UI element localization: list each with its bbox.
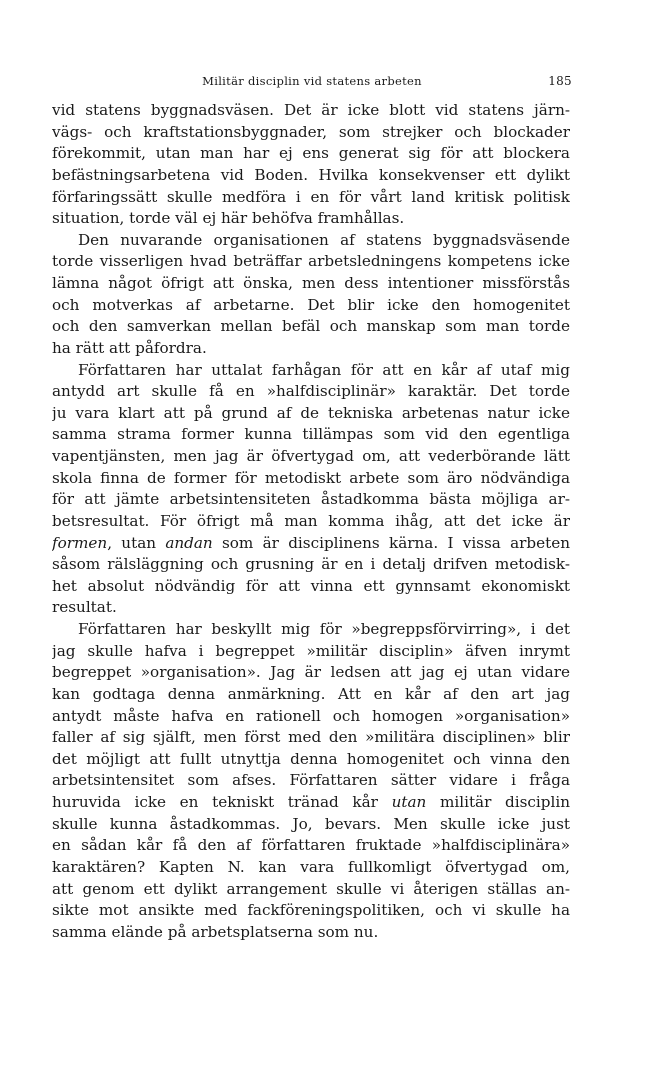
text-line: lämna något öfrigt att önska, men dess intentioner missförstås bbox=[52, 274, 570, 292]
text-line: samma elände på arbetsplatserna som nu. bbox=[52, 922, 379, 941]
text-line: att genom ett dylikt arrangement skulle vi återigen ställas an- bbox=[52, 879, 570, 898]
text-line: arbetsintensitet som afses. Författaren sätter vidare i fråga bbox=[52, 771, 570, 790]
emphasis-word: formen bbox=[52, 533, 108, 552]
emphasis-word: andan bbox=[165, 533, 213, 552]
text-segment: som är disciplinens kärna. I vissa arbeten bbox=[212, 533, 570, 552]
text-line: förfaringssätt skulle medföra i en för vårt land kritisk politisk bbox=[52, 187, 570, 206]
text-line: ha rätt att påfordra. bbox=[52, 338, 207, 357]
text-line: ju vara klart att på grund af de tekniska arbetenas natur icke bbox=[52, 403, 570, 422]
text-line: befästningsarbetena vid Boden. Hvilka konsekvenser ett dylikt bbox=[52, 165, 570, 184]
text-line: för att jämte arbetsintensiteten åstadkomma bästa möjliga ar- bbox=[52, 490, 570, 509]
text-line bbox=[52, 792, 570, 814]
text-line bbox=[52, 533, 570, 555]
text-line: antydd art skulle få en »halfdisciplinär» karaktär. Det torde bbox=[52, 382, 570, 401]
text-segment: huruvida icke en tekniskt tränad kår bbox=[52, 793, 392, 811]
text-line: det möjligt att fullt utnyttja denna homogenitet och vinna den bbox=[52, 749, 570, 768]
text-line: antydt måste hafva en rationell och homogen »organisation» bbox=[52, 706, 570, 725]
body-text bbox=[52, 100, 570, 943]
text-line: vägs- och kraftstationsbyggnader, som strejker och blockader bbox=[52, 122, 570, 141]
text-line: situation, torde väl ej här behöfva framhållas. bbox=[52, 209, 405, 228]
text-line: Författaren har uttalat farhågan för att en kår af utaf mig bbox=[78, 360, 570, 379]
running-header bbox=[52, 74, 572, 90]
text-line: vid statens byggnadsväsen. Det är icke blott vid statens järn- bbox=[52, 101, 570, 119]
text-segment: militär disciplin bbox=[426, 793, 570, 811]
text-line: såsom rälsläggning och grusning är en i detalj drifven metodisk- bbox=[52, 555, 570, 574]
text-line: karaktären? Kapten N. kan vara fullkomligt öfvertygad om, bbox=[52, 857, 570, 876]
text-segment: , utan bbox=[107, 533, 166, 552]
emphasis-word: utan bbox=[391, 793, 427, 811]
text-line: och motverkas af arbetarne. Det blir icke den homogenitet bbox=[52, 295, 570, 314]
text-line: het absolut nödvändig för att vinna ett gynnsamt ekonomiskt bbox=[52, 576, 570, 595]
text-line: resultat. bbox=[52, 598, 117, 617]
text-line: betsresultat. För öfrigt må man komma ihåg, att det icke är bbox=[52, 511, 570, 530]
running-title: Militär disciplin vid statens arbeten bbox=[202, 74, 422, 88]
text-line: skulle kunna åstadkommas. Jo, bevars. Men skulle icke just bbox=[52, 814, 570, 833]
text-line: vapentjänsten, men jag är öfvertygad om, att vederbörande lätt bbox=[52, 447, 570, 465]
page-number: 185 bbox=[548, 74, 572, 88]
text-line: samma strama former kunna tillämpas som vid den egentliga bbox=[52, 425, 570, 444]
text-line: sikte mot ansikte med fackföreningspolitiken, och vi skulle ha bbox=[52, 901, 570, 920]
text-line: en sådan kår få den af författaren fruktade »halfdisciplinära» bbox=[52, 836, 570, 855]
text-line: jag skulle hafva i begreppet »militär disciplin» äfven inrymt bbox=[52, 641, 570, 660]
text-line: skola finna de former för metodiskt arbete som äro nödvändiga bbox=[52, 468, 570, 487]
text-line: faller af sig själft, men först med den »militära disciplinen» blir bbox=[52, 728, 570, 747]
text-line: begreppet »organisation». Jag är ledsen att jag ej utan vidare bbox=[52, 663, 570, 682]
text-line: förekommit, utan man har ej ens generat sig för att blockera bbox=[52, 144, 570, 163]
text-line: Den nuvarande organisationen af statens byggnadsväsende bbox=[78, 230, 570, 249]
text-line: torde visserligen hvad beträffar arbetsledningens kompetens icke bbox=[52, 252, 570, 271]
text-line: och den samverkan mellan befäl och manskap som man torde bbox=[52, 317, 570, 336]
text-line: Författaren har beskyllt mig för »begreppsförvirring», i det bbox=[78, 620, 570, 638]
text-line: kan godtaga denna anmärkning. Att en kår af den art jag bbox=[52, 684, 570, 703]
